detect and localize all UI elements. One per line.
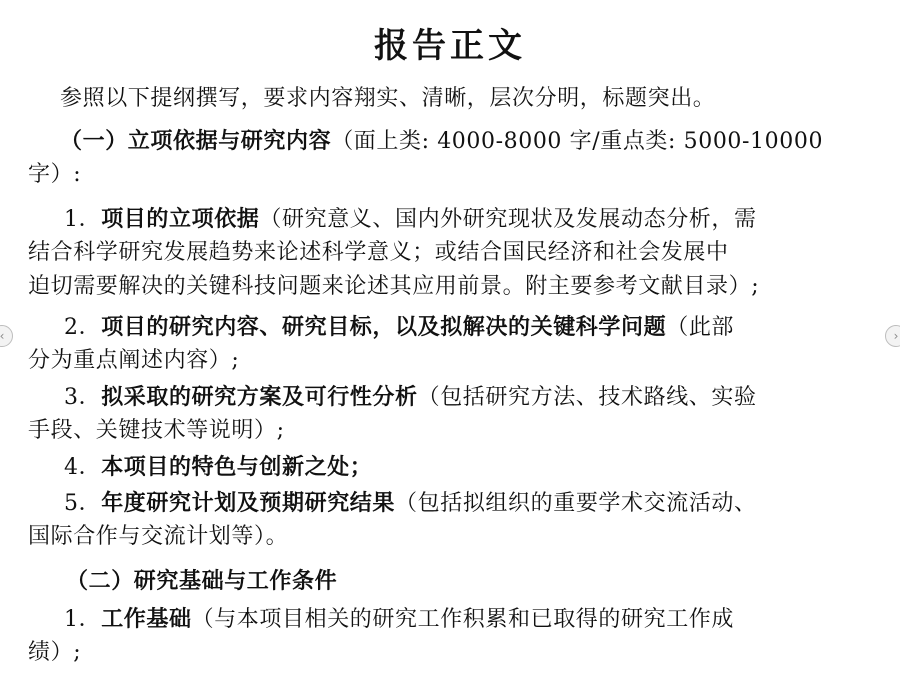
item-5-title: 年度研究计划及预期研究结果 [101, 490, 396, 516]
item-1-line1 [64, 204, 900, 235]
item-2-line2: 分为重点阐述内容）; [28, 348, 240, 373]
item-3-line1 [64, 382, 900, 413]
chevron-right-icon[interactable]: › [885, 325, 900, 347]
section1-heading: （一）立项依据与研究内容 [60, 128, 332, 154]
s2-item-1-number: 1． [64, 607, 102, 632]
item-1-title: 项目的立项依据 [101, 206, 260, 232]
s2-item-1-title: 工作基础 [101, 606, 192, 632]
section2-heading: （二）研究基础与工作条件 [66, 568, 338, 594]
item-3-title: 拟采取的研究方案及可行性分析 [101, 384, 418, 410]
item-2-title: 项目的研究内容、研究目标，以及拟解决的关键科学问题 [101, 314, 667, 340]
s2-item-1-desc: （与本项目相关的研究工作积累和已取得的研究工作成 [191, 607, 735, 632]
section1-heading-line [60, 126, 900, 157]
section1-heading-note: （面上类: 4000-8000 字/重点类: 5000-10000 [331, 129, 824, 154]
item-1-desc: （研究意义、国内外研究现状及发展动态分析，需 [259, 207, 757, 232]
page-title: 报告正文 [374, 26, 526, 66]
item-4-line1 [64, 452, 900, 483]
item-2-number: 2． [64, 315, 102, 340]
item-1-number: 1． [64, 207, 102, 232]
item-5-line2: 国际合作与交流计划等）。 [28, 524, 289, 549]
item-5-number: 5． [64, 491, 102, 516]
item-3-desc: （包括研究方法、技术路线、实验 [417, 385, 757, 410]
item-5-desc: （包括拟组织的重要学术交流活动、 [395, 491, 757, 516]
chevron-left-icon[interactable]: ‹ [0, 325, 13, 347]
intro-text: 参照以下提纲撰写，要求内容翔实、清晰，层次分明，标题突出。 [60, 86, 716, 111]
item-3-line2: 手段、关键技术等说明）; [28, 418, 285, 443]
item-4-number: 4． [64, 455, 102, 480]
item-3-number: 3． [64, 385, 102, 410]
s2-item-1-line2: 绩）; [28, 640, 82, 665]
item-2-line1 [64, 312, 900, 343]
item-1-line3: 迫切需要解决的关键科技问题来论述其应用前景。附主要参考文献目录）; [28, 274, 760, 299]
item-1-line2: 结合科学研究发展趋势来论述科学意义；或结合国民经济和社会发展中 [28, 240, 729, 265]
item-5-line1 [64, 488, 900, 519]
item-2-desc: （此部 [666, 315, 735, 340]
section1-heading-note-cont: 字）: [28, 162, 82, 187]
s2-item-1-line1 [64, 604, 900, 635]
item-4-title: 本项目的特色与创新之处； [101, 454, 373, 480]
